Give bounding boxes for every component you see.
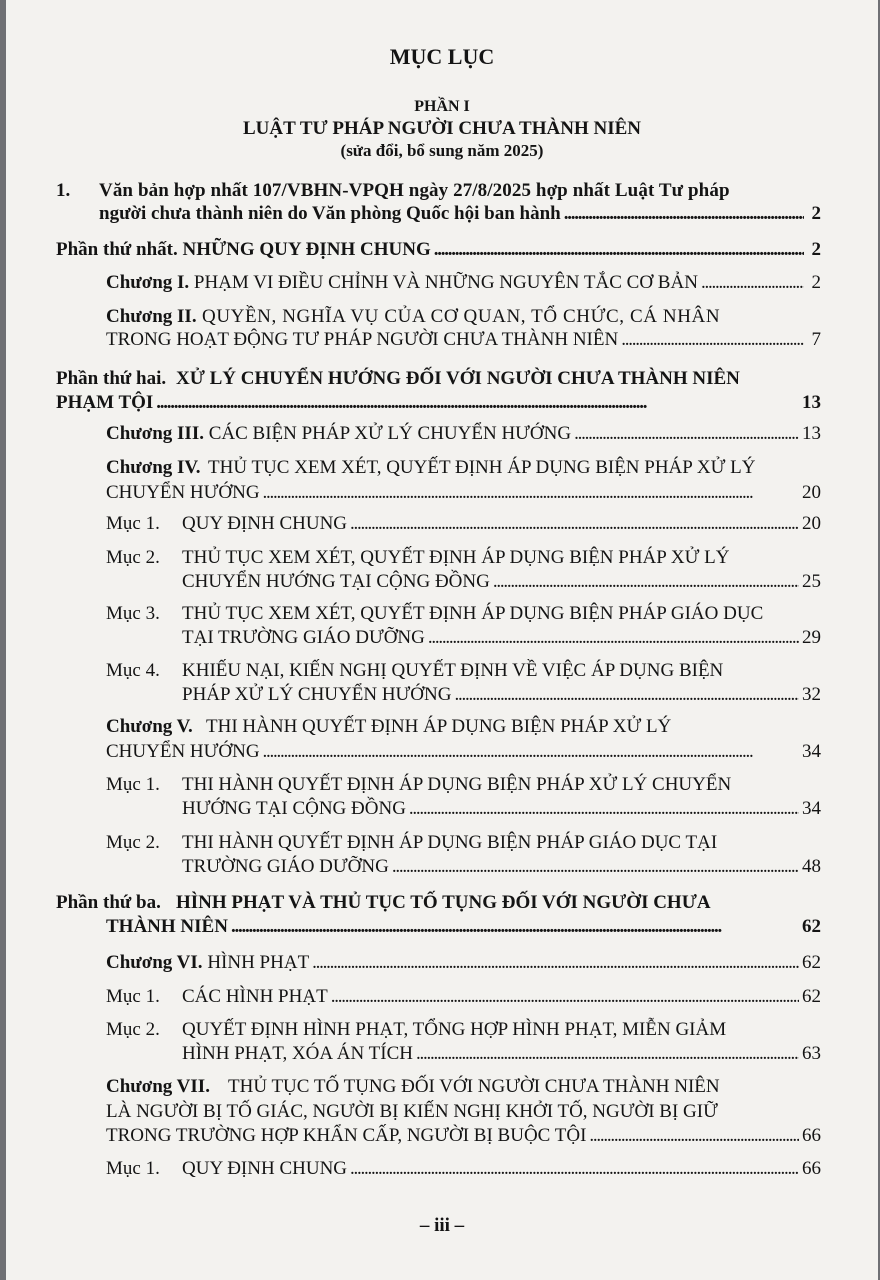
dot-leader [428, 625, 799, 650]
toc-entry-leader [182, 1156, 821, 1181]
entry-title: QUY ĐỊNH CHUNG [182, 1158, 348, 1179]
toc-entry-leader [182, 511, 821, 536]
toc-entry-chapter-6 [106, 950, 821, 975]
dot-leader [564, 201, 804, 226]
entry-label: Mục 4. [106, 660, 160, 681]
entry-title-line: CHUYỂN HƯỚNG [106, 482, 260, 503]
entry-title-line: HƯỚNG TẠI CỘNG ĐỒNG [182, 798, 406, 819]
toc-heading: MỤC LỤC [389, 44, 495, 69]
entry-label: Mục 1. [106, 774, 160, 795]
entry-label: Chương VII. [106, 1076, 210, 1097]
dot-leader [331, 984, 799, 1009]
page-number: 62 [802, 916, 821, 937]
page-number: 2 [811, 272, 821, 293]
toc-entry-leader [106, 327, 821, 352]
page-number: 66 [802, 1158, 821, 1179]
entry-title: NHỮNG QUY ĐỊNH CHUNG [182, 239, 431, 260]
toc-entry-part-1 [56, 237, 821, 262]
toc-entry-leader [182, 984, 821, 1009]
entry-title-line: CHUYỂN HƯỚNG TẠI CỘNG ĐỒNG [182, 571, 490, 592]
entry-title-line: TẠI TRƯỜNG GIÁO DƯỠNG [182, 627, 425, 648]
entry-label: Phần thứ hai. [56, 368, 167, 389]
page-number: 29 [802, 627, 821, 648]
entry-label: Phần thứ nhất. [56, 239, 178, 260]
toc-entry-leader [99, 201, 821, 226]
entry-label: Chương V. [106, 716, 193, 737]
entry-title-line: CHUYỂN HƯỚNG [106, 741, 260, 762]
dot-leader [416, 1041, 799, 1066]
part-label: PHẦN I [414, 98, 470, 115]
entry-title-line: THỦ TỤC XEM XÉT, QUYẾT ĐỊNH ÁP DỤNG BIỆN PHÁP XỬ LÝ [182, 547, 730, 568]
entry-label: Chương I. [106, 272, 190, 293]
dot-leader [589, 1123, 799, 1148]
toc-entry-leader [56, 390, 821, 415]
entry-title: CÁC BIỆN PHÁP XỬ LÝ CHUYỂN HƯỚNG [208, 423, 572, 444]
entry-title: CÁC HÌNH PHẠT [182, 986, 328, 1007]
dot-leader [493, 569, 799, 594]
dot-leader [454, 682, 799, 707]
entry-label: Chương III. [106, 423, 204, 444]
entry-title-line: THI HÀNH QUYẾT ĐỊNH ÁP DỤNG BIỆN PHÁP XỬ LÝ [206, 716, 672, 737]
entry-title-line: HÌNH PHẠT VÀ THỦ TỤC TỐ TỤNG ĐỐI VỚI NGƯỜI CHƯA [176, 892, 711, 913]
dot-leader [350, 511, 799, 536]
dot-leader [263, 480, 799, 505]
book-page [6, 0, 878, 1280]
entry-title-line: HÌNH PHẠT, XÓA ÁN TÍCH [182, 1043, 413, 1064]
page-number: 7 [811, 329, 821, 350]
part-subtitle: (sửa đổi, bổ sung năm 2025) [340, 141, 544, 160]
entry-label: Mục 3. [106, 603, 160, 624]
page-number: 34 [802, 798, 821, 819]
entry-label: Phần thứ ba. [56, 892, 161, 913]
dot-leader [392, 854, 799, 879]
page-number: 2 [811, 239, 821, 260]
page-number: 62 [802, 986, 821, 1007]
entry-title-line: XỬ LÝ CHUYỂN HƯỚNG ĐỐI VỚI NGƯỜI CHƯA THÀNH NIÊN [176, 368, 740, 389]
entry-label: Mục 1. [106, 1158, 160, 1179]
page-number: 66 [802, 1125, 821, 1146]
entry-label: Mục 1. [106, 986, 160, 1007]
dot-leader [231, 914, 799, 939]
entry-title-line: QUYẾT ĐỊNH HÌNH PHẠT, TỔNG HỢP HÌNH PHẠT, MIỄN GIẢM [182, 1019, 727, 1040]
entry-title-line: THI HÀNH QUYẾT ĐỊNH ÁP DỤNG BIỆN PHÁP XỬ LÝ CHUYỂN [182, 774, 732, 795]
entry-title-line: LÀ NGƯỜI BỊ TỐ GIÁC, NGƯỜI BỊ KIẾN NGHỊ KHỞI TỐ, NGƯỜI BỊ GIỮ [106, 1101, 718, 1122]
dot-leader [350, 1156, 799, 1181]
toc-entry-leader [106, 914, 821, 939]
page-number: 20 [802, 513, 821, 534]
entry-label: Mục 2. [106, 832, 160, 853]
entry-title-line: THỦ TỤC TỐ TỤNG ĐỐI VỚI NGƯỜI CHƯA THÀNH NIÊN [228, 1076, 720, 1097]
entry-label: Chương VI. [106, 952, 203, 973]
dot-leader [312, 950, 799, 975]
dot-leader [263, 739, 799, 764]
toc-entry-leader [182, 569, 821, 594]
entry-label: Chương II. [106, 306, 197, 327]
page-number: 63 [802, 1043, 821, 1064]
toc-entry-leader [182, 796, 821, 821]
entry-title: PHẠM VI ĐIỀU CHỈNH VÀ NHỮNG NGUYÊN TẮC CƠ BẢN [193, 272, 698, 293]
entry-number: 1. [56, 180, 71, 201]
toc-entry-leader [106, 1123, 821, 1148]
entry-title-line: TRONG TRƯỜNG HỢP KHẨN CẤP, NGƯỜI BỊ BUỘC TỘI [106, 1125, 587, 1146]
entry-label: Mục 1. [106, 513, 160, 534]
dot-leader [409, 796, 799, 821]
toc-entry-leader [106, 739, 821, 764]
page-number: 62 [802, 952, 821, 973]
entry-title-line: TRONG HOẠT ĐỘNG TƯ PHÁP NGƯỜI CHƯA THÀNH NIÊN [106, 329, 619, 350]
entry-title: QUY ĐỊNH CHUNG [182, 513, 348, 534]
entry-title-line: TRƯỜNG GIÁO DƯỠNG [182, 856, 389, 877]
dot-leader [574, 421, 799, 446]
toc-entry-leader [182, 625, 821, 650]
entry-label: Chương IV. [106, 457, 201, 478]
entry-title: HÌNH PHẠT [207, 952, 310, 973]
page-number: 13 [802, 392, 821, 413]
page-footer-number: – iii – [419, 1215, 465, 1236]
page-number: 32 [802, 684, 821, 705]
entry-title-line: QUYỀN, NGHĨA VỤ CỦA CƠ QUAN, TỔ CHỨC, CÁ NHÂN [202, 306, 721, 327]
entry-title-line: KHIẾU NẠI, KIẾN NGHỊ QUYẾT ĐỊNH VỀ VIỆC ÁP DỤNG BIỆN [182, 660, 724, 681]
entry-title-line: THỦ TỤC XEM XÉT, QUYẾT ĐỊNH ÁP DỤNG BIỆN PHÁP XỬ LÝ [208, 457, 756, 478]
entry-title-line: THI HÀNH QUYẾT ĐỊNH ÁP DỤNG BIỆN PHÁP GIÁO DỤC TẠI [182, 832, 718, 853]
entry-title-line: người chưa thành niên do Văn phòng Quốc hội ban hành [99, 203, 561, 224]
entry-title-line: THỦ TỤC XEM XÉT, QUYẾT ĐỊNH ÁP DỤNG BIỆN PHÁP GIÁO DỤC [182, 603, 764, 624]
dot-leader [621, 327, 804, 352]
toc-entry-chapter-3 [106, 421, 821, 446]
page-number: 2 [811, 203, 821, 224]
page-number: 13 [802, 423, 821, 444]
page-number: 48 [802, 856, 821, 877]
dot-leader [434, 237, 804, 262]
dot-leader [156, 390, 799, 415]
toc-entry-chapter-1 [106, 270, 821, 295]
entry-label: Mục 2. [106, 547, 160, 568]
toc-entry-leader [106, 480, 821, 505]
toc-entry-leader [182, 682, 821, 707]
entry-title-line: THÀNH NIÊN [106, 916, 228, 937]
entry-title-line: Văn bản hợp nhất 107/VBHN-VPQH ngày 27/8/2025 hợp nhất Luật Tư pháp [99, 180, 730, 201]
dot-leader [701, 270, 804, 295]
page-number: 20 [802, 482, 821, 503]
page-number: 25 [802, 571, 821, 592]
part-title: LUẬT TƯ PHÁP NGƯỜI CHƯA THÀNH NIÊN [243, 118, 641, 139]
toc-entry-leader [182, 854, 821, 879]
toc-entry-leader [182, 1041, 821, 1066]
page-number: 34 [802, 741, 821, 762]
entry-title-line: PHẠM TỘI [56, 392, 154, 413]
entry-label: Mục 2. [106, 1019, 160, 1040]
entry-title-line: PHÁP XỬ LÝ CHUYỂN HƯỚNG [182, 684, 452, 705]
